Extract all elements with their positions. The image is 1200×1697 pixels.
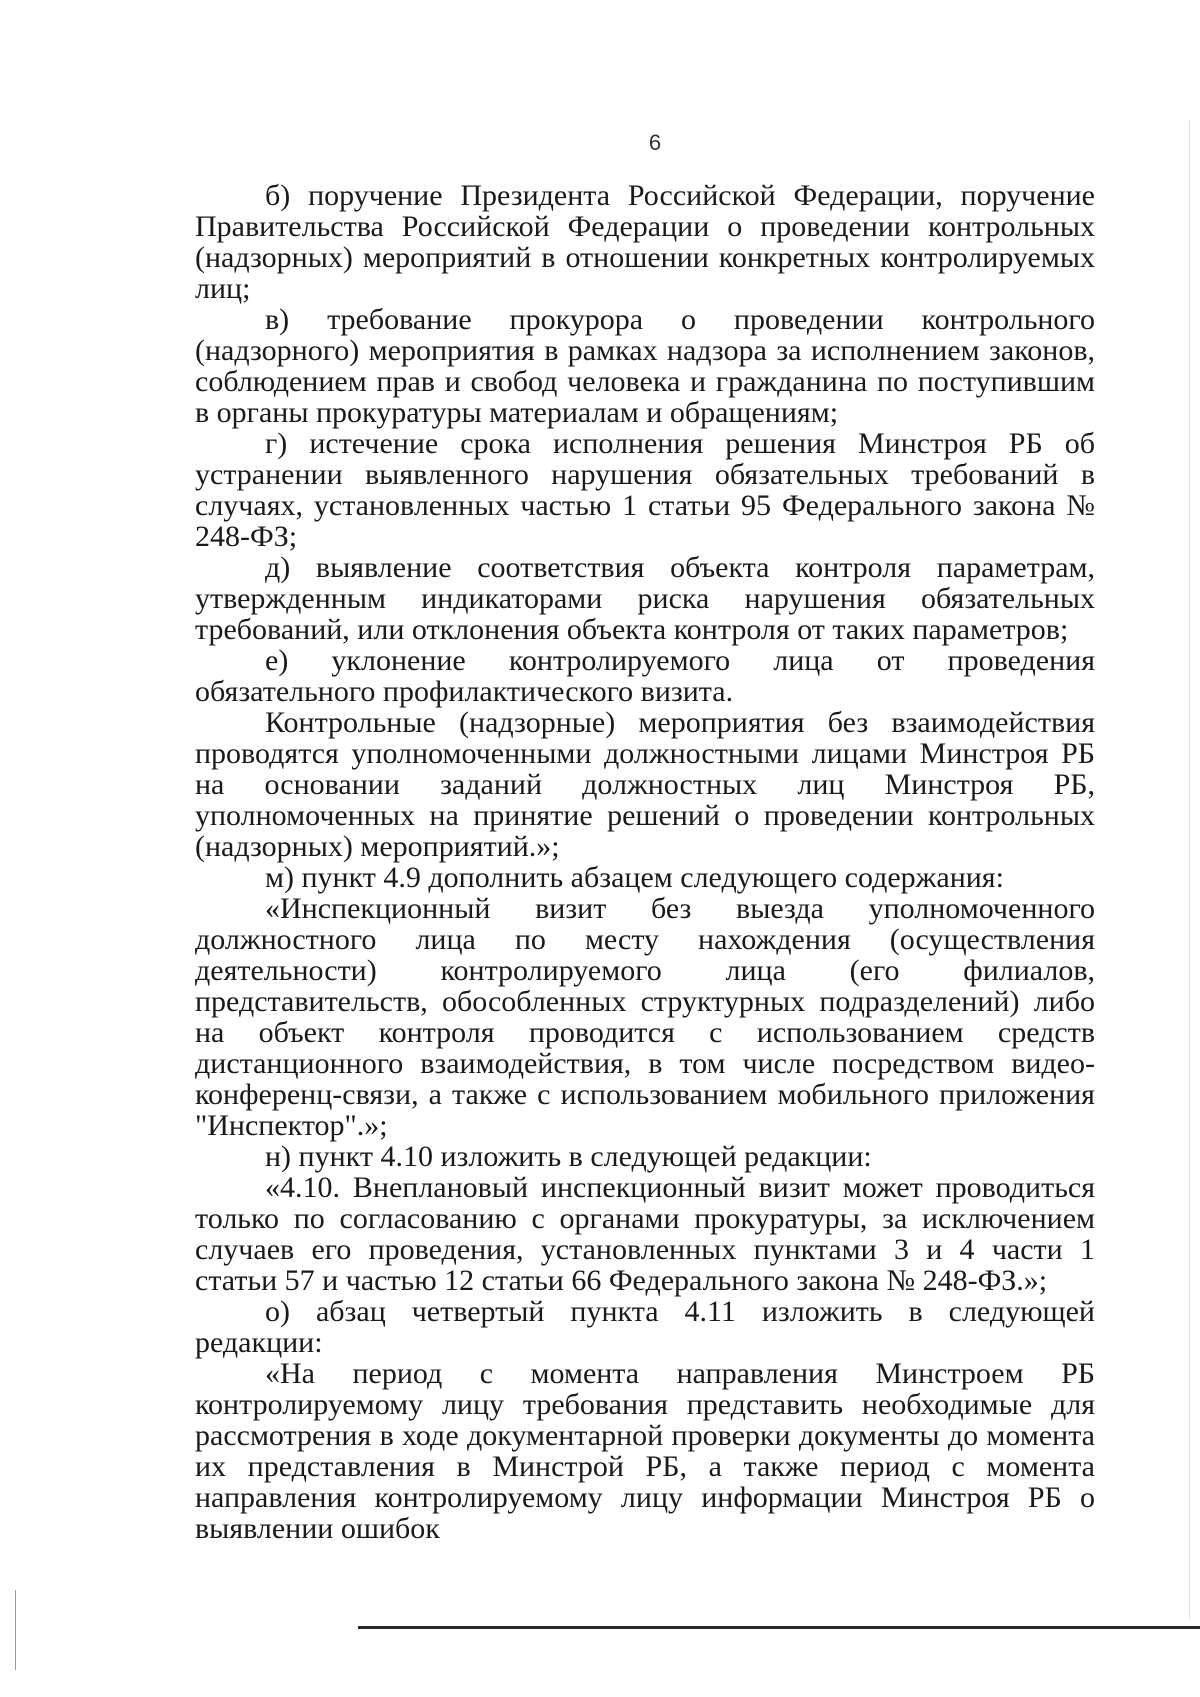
scan-margin-mark bbox=[15, 1590, 16, 1670]
paragraph-n: н) пункт 4.10 изложить в следующей редакции: bbox=[265, 1140, 872, 1173]
paragraph-e: е) уклонение контролируемого лица от проведения обязательного профилактического визита. bbox=[195, 644, 1095, 708]
paragraph-m: м) пункт 4.9 дополнить абзацем следующего содержания: bbox=[265, 861, 1004, 894]
paragraph-control-measures: Контрольные (надзорные) мероприятия без взаимодействия проводятся уполномоченными должностными лицами Минстроя РБ на основании заданий должностных лиц Минстроя РБ, уполномоченных на принятие решений о проведении контрольных (надзорных) мероприятий.»; bbox=[195, 706, 1095, 863]
page-number: 6 bbox=[648, 130, 662, 155]
paragraph-o: о) абзац четвертый пункта 4.11 изложить в следующей редакции: bbox=[195, 1295, 1095, 1359]
paragraph-4-10: «4.10. Внеплановый инспекционный визит может проводиться только по согласованию с органами прокуратуры, за исключением случаев его проведения, установленных пунктами 3 и 4 части 1 статьи 57 и частью 12 статьи 66 Федерального закона № 248-ФЗ.»; bbox=[195, 1171, 1095, 1297]
paragraph-v: в) требование прокурора о проведении контрольного (надзорного) мероприятия в рамках надзора за исполнением законов, соблюдением прав и свобод человека и гражданина по поступившим в органы прокуратуры материалам и обращениям; bbox=[195, 303, 1095, 429]
document-body bbox=[195, 180, 1095, 1544]
paragraph-b: б) поручение Президента Российской Федерации, поручение Правительства Российской Федерации о проведении контрольных (надзорных) мероприятий в отношении конкретных контролируемых лиц; bbox=[195, 179, 1095, 305]
bottom-rule bbox=[358, 1626, 1200, 1629]
scan-edge-line bbox=[1189, 120, 1190, 1620]
paragraph-period: «На период с момента направления Минстроем РБ контролируемому лицу требования представить необходимые для рассмотрения в ходе документарной проверки документы до момента их представления в Минстрой РБ, а также период с момента направления контролируемому лицу информации Минстроя РБ о выявлении ошибок bbox=[195, 1357, 1095, 1545]
paragraph-g: г) истечение срока исполнения решения Минстроя РБ об устранении выявленного нарушения обязательных требований в случаях, установленных частью 1 статьи 95 Федерального закона № 248-ФЗ; bbox=[195, 427, 1095, 553]
paragraph-d: д) выявление соответствия объекта контроля параметрам, утвержденным индикаторами риска нарушения обязательных требований, или отклонения объекта контроля от таких параметров; bbox=[195, 551, 1095, 646]
paragraph-inspection-visit: «Инспекционный визит без выезда уполномоченного должностного лица по месту нахождения (осуществления деятельности) контролируемого лица (его филиалов, представительств, обособленных структурных подразделений) либо на объект контроля проводится с использованием средств дистанционного взаимодействия, в том числе посредством видео-конференц-связи, а также с использованием мобильного приложения "Инспектор".»; bbox=[195, 892, 1095, 1142]
